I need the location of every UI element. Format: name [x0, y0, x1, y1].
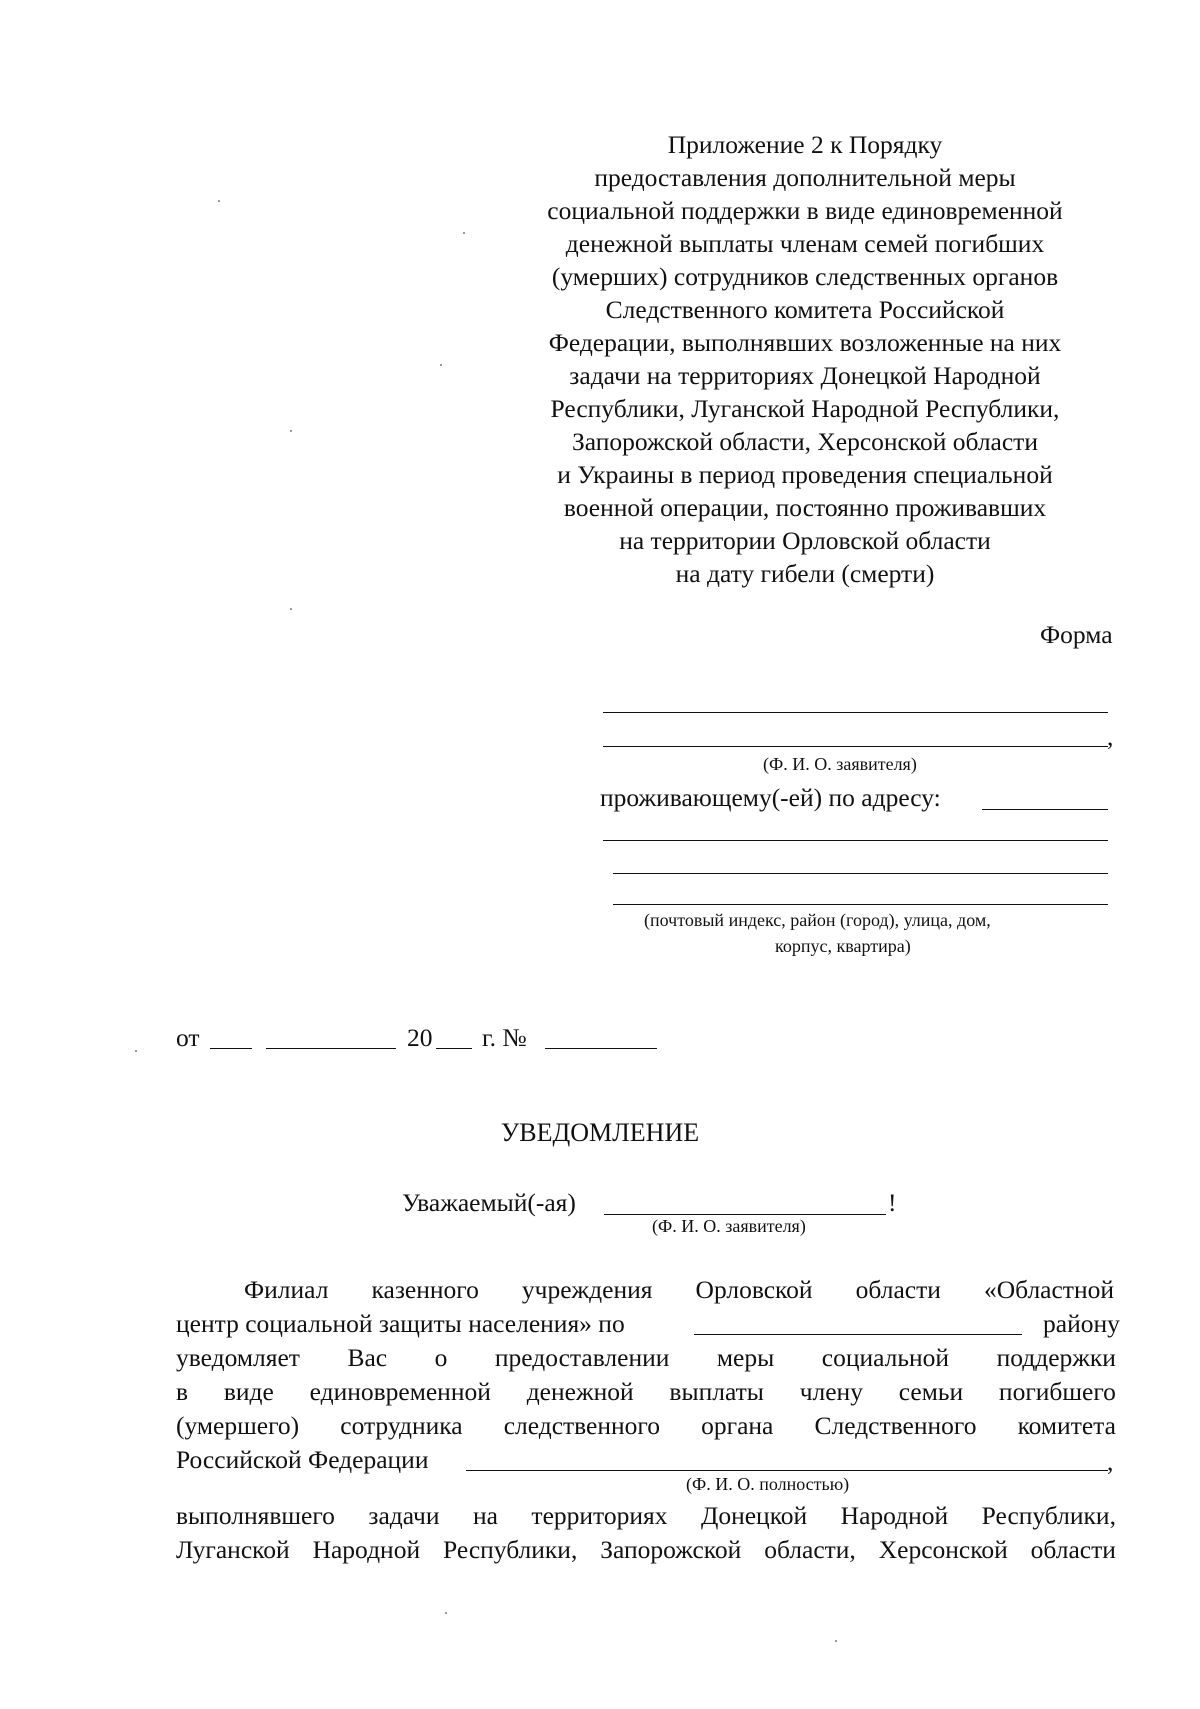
greeting-exclamation: !	[888, 1188, 897, 1217]
word: Орловской	[695, 1275, 813, 1304]
appendix-line: (умерших) сотрудников следственных органов	[551, 262, 1059, 291]
appendix-line: задачи на территориях Донецкой Народной	[569, 361, 1041, 390]
date-from-label: от	[176, 1023, 200, 1052]
scan-speck	[290, 608, 292, 610]
word: меры	[716, 1343, 775, 1372]
address-caption-1: (почтовый индекс, район (город), улица, дом,	[644, 910, 991, 930]
word: выплаты	[669, 1377, 764, 1406]
word: выполнявшего	[176, 1501, 335, 1530]
scan-speck	[463, 232, 465, 234]
word: (умершего)	[176, 1411, 300, 1440]
word: виде	[223, 1377, 274, 1406]
fio-full-caption: (Ф. И. О. полностью)	[686, 1474, 850, 1494]
word: социальной	[821, 1343, 950, 1372]
word: Следственного	[814, 1411, 977, 1440]
deceased-name-line[interactable]	[466, 1470, 1108, 1471]
word: «Областной	[983, 1275, 1114, 1304]
doc-number-line[interactable]	[545, 1048, 657, 1049]
scan-speck	[440, 364, 442, 366]
word: уведомляет	[176, 1343, 300, 1372]
word: задачи	[368, 1501, 440, 1530]
body-line-1	[244, 1275, 1114, 1305]
word: органа	[701, 1411, 774, 1440]
body-line-6-start: Российской Федерации	[176, 1445, 429, 1474]
appendix-line: предоставления дополнительной меры	[594, 163, 1016, 192]
word: Народной	[840, 1501, 949, 1530]
appendix-line: и Украины в период проведения специальной	[557, 460, 1053, 489]
scan-speck	[290, 430, 292, 432]
date-month-line[interactable]	[266, 1048, 396, 1049]
date-year-prefix: 20	[407, 1023, 433, 1052]
word: казенного	[371, 1275, 479, 1304]
word: погибшего	[998, 1377, 1116, 1406]
word: следственного	[503, 1411, 660, 1440]
recipient-comma: ,	[1107, 722, 1114, 751]
body-line-2-start: центр социальной защиты населения» по	[176, 1309, 625, 1338]
word: Филиал	[244, 1275, 329, 1304]
word: денежной	[526, 1377, 634, 1406]
appendix-line: военной операции, постоянно проживавших	[563, 493, 1047, 522]
word: Херсонской	[878, 1535, 1008, 1564]
word: семьи	[898, 1377, 964, 1406]
greeting-caption: (Ф. И. О. заявителя)	[652, 1216, 806, 1236]
word: Запорожской	[600, 1535, 742, 1564]
word: области	[855, 1275, 941, 1304]
greeting-label: Уважаемый(-ая)	[402, 1188, 576, 1217]
appendix-line: Республики, Луганской Народной Республики,	[550, 394, 1060, 423]
word: Народной	[312, 1535, 421, 1564]
body-line-7	[176, 1501, 1116, 1531]
appendix-line: социальной поддержки в виде единовременной	[547, 196, 1063, 225]
appendix-line: на дату гибели (смерти)	[675, 559, 935, 588]
address-line-2[interactable]	[613, 873, 1108, 874]
word: о	[434, 1343, 448, 1372]
address-line-3[interactable]	[613, 904, 1108, 905]
word: учреждения	[521, 1275, 653, 1304]
scan-speck	[135, 1050, 137, 1052]
body-line-6-comma: ,	[1107, 1447, 1114, 1476]
appendix-line: денежной выплаты членам семей погибших	[565, 229, 1045, 258]
scan-speck	[445, 1612, 447, 1614]
word: области	[1030, 1535, 1116, 1564]
district-line[interactable]	[694, 1334, 1022, 1335]
address-line-inline[interactable]	[982, 809, 1108, 810]
notice-title: УВЕДОМЛЕНИЕ	[500, 1118, 700, 1147]
word: на	[472, 1501, 498, 1530]
form-label: Форма	[1040, 620, 1113, 649]
address-line-1[interactable]	[603, 840, 1108, 841]
word: предоставлении	[494, 1343, 670, 1372]
appendix-line: на территории Орловской области	[619, 526, 991, 555]
address-caption-2: корпус, квартира)	[775, 936, 911, 956]
word: члену	[799, 1377, 863, 1406]
fio-caption: (Ф. И. О. заявителя)	[763, 754, 917, 774]
scan-speck	[835, 1640, 837, 1642]
date-day-line[interactable]	[210, 1048, 252, 1049]
body-line-5	[176, 1411, 1116, 1441]
word: Республики,	[981, 1501, 1116, 1530]
word: Донецкой	[700, 1501, 808, 1530]
recipient-name-line-1[interactable]	[603, 712, 1108, 713]
word: сотрудника	[340, 1411, 463, 1440]
appendix-line: Следственного комитета Российской	[605, 295, 1005, 324]
word: поддержки	[996, 1343, 1116, 1372]
appendix-line: Запорожской области, Херсонской области	[572, 427, 1038, 456]
word: территориях	[531, 1501, 668, 1530]
appendix-line: Федерации, выполнявших возложенные на них	[548, 328, 1062, 357]
body-line-2-end: району	[1043, 1309, 1120, 1338]
appendix-header	[500, 128, 1110, 590]
scan-speck	[218, 200, 220, 202]
word: комитета	[1017, 1411, 1116, 1440]
word: единовременной	[309, 1377, 491, 1406]
date-number-label: г. №	[482, 1023, 527, 1052]
date-year-line[interactable]	[436, 1048, 472, 1049]
word: Республики,	[443, 1535, 578, 1564]
word: в	[176, 1377, 189, 1406]
body-line-4	[176, 1377, 1116, 1407]
address-label: проживающему(-ей) по адресу:	[600, 783, 941, 812]
word: Луганской	[176, 1535, 290, 1564]
body-line-3	[176, 1343, 1116, 1373]
appendix-line: Приложение 2 к Порядку	[667, 130, 943, 159]
recipient-name-line-2[interactable]	[603, 746, 1108, 747]
word: Вас	[347, 1343, 388, 1372]
greeting-name-line[interactable]	[604, 1214, 886, 1215]
word: области,	[764, 1535, 856, 1564]
body-line-8	[176, 1535, 1116, 1565]
